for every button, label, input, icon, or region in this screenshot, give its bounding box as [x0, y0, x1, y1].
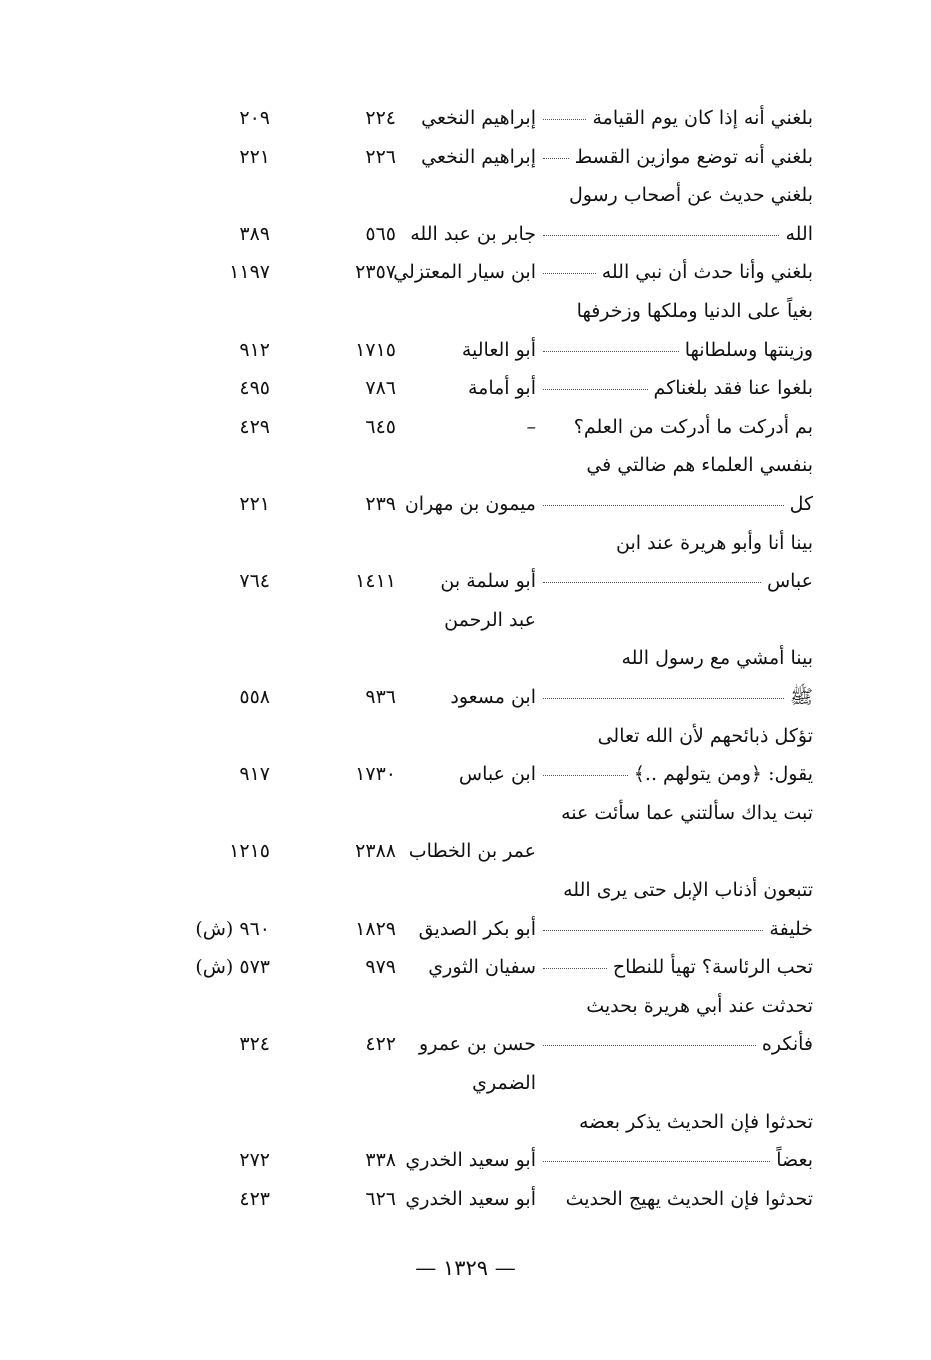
- entry-text-cell: [537, 988, 813, 1024]
- entry-text: بغياً على الدنيا وملكها وزخرفها: [576, 300, 813, 322]
- entry-text: تحدثوا فإن الحديث يهيج الحديث: [565, 1187, 813, 1210]
- entry-text: تحب الرئاسة؟ تهيأ للنطاح: [612, 956, 813, 979]
- index-entry: [0, 640, 931, 676]
- entry-text-cell: [537, 1104, 813, 1140]
- entry-text: بنفسي العلماء هم ضالتي في: [586, 454, 813, 477]
- entry-number: ١٤١١: [355, 570, 396, 593]
- entry-text-cell: [537, 254, 813, 290]
- dotted-leader: [543, 505, 784, 506]
- entry-page: ٥٧٣ (ش): [195, 956, 270, 979]
- entry-text: بلغوا عنا فقد بلغناكم: [653, 377, 813, 400]
- dotted-leader: [543, 775, 628, 776]
- entry-narrator: أبو سعيد الخدري: [405, 1187, 536, 1210]
- entry-narrator: الضمري: [472, 1072, 536, 1094]
- index-entry: [0, 100, 931, 136]
- entry-number: ١٧١٥: [355, 338, 396, 361]
- entry-number: ٦٤٥: [365, 415, 396, 438]
- entry-narrator: ابن سيار المعتزلي: [393, 261, 536, 284]
- entry-text-cell: [537, 370, 813, 406]
- entry-narrator: عمر بن الخطاب: [408, 840, 536, 863]
- index-entry: [0, 409, 931, 445]
- entry-text: تؤكل ذبائحهم لأن الله تعالى: [597, 724, 813, 747]
- index-entry: [0, 525, 931, 561]
- entry-narrator: أبو سعيد الخدري: [405, 1149, 536, 1172]
- entry-text: بلغني أنه إذا كان يوم القيامة: [592, 107, 813, 129]
- entry-text-cell: [537, 795, 813, 831]
- entry-number: ٤٢٢: [365, 1033, 396, 1056]
- entry-page: ٤٩٥: [239, 377, 270, 400]
- dotted-leader: [543, 968, 607, 969]
- entry-text-cell: [537, 293, 813, 329]
- entry-narrator: عبد الرحمن: [444, 608, 536, 631]
- entry-narrator: ابن عباس: [458, 763, 536, 786]
- entry-number: ٩٧٩: [365, 956, 396, 979]
- entry-text: يقول: ﴿ومن يتولهم ..﴾: [633, 763, 813, 786]
- index-entry: [0, 216, 931, 252]
- entry-text-cell: [537, 177, 813, 213]
- entry-text: الله: [785, 222, 813, 245]
- index-entry: [0, 988, 931, 1024]
- entry-narrator: جابر بن عبد الله: [410, 222, 536, 245]
- entry-text: بلغني وأنا حدث أن نبي الله: [601, 261, 813, 284]
- entry-number: ١٧٣٠: [355, 763, 396, 786]
- entry-text-cell: [537, 216, 813, 252]
- entry-number: ٧٨٦: [365, 377, 396, 400]
- entry-text-cell: [537, 100, 813, 136]
- entry-narrator: إبراهيم النخعي: [421, 145, 536, 168]
- entry-number: ٢٣٨٨: [355, 840, 396, 863]
- entry-text: فأنكره: [761, 1033, 813, 1056]
- entry-page: ٧٦٤: [239, 570, 270, 593]
- dotted-leader: [543, 1045, 756, 1046]
- entry-page: ٢٢١: [239, 493, 270, 515]
- entry-text-cell: [537, 409, 813, 445]
- page-number: — ١٣٢٩ —: [415, 1256, 516, 1280]
- entry-narrator: أبو سلمة بن: [440, 570, 536, 593]
- index-entry: [0, 447, 931, 483]
- entry-text: تحدثوا فإن الحديث يذكر بعضه: [578, 1110, 813, 1133]
- index-entry: [0, 756, 931, 792]
- entry-text: بينا أمشي مع رسول الله: [621, 647, 813, 670]
- entry-text: وزينتها وسلطانها: [684, 338, 813, 361]
- entry-text: ﷺ: [790, 686, 813, 708]
- entry-text-cell: [537, 139, 813, 175]
- entry-text-cell: [537, 486, 813, 522]
- entry-text-cell: [537, 872, 813, 908]
- entry-narrator: إبراهيم النخعي: [421, 107, 536, 129]
- entry-narrator: ابن مسعود: [450, 686, 536, 708]
- index-entry: [0, 1181, 931, 1217]
- index-entry: [0, 1026, 931, 1062]
- entry-text-cell: [537, 679, 813, 715]
- dotted-leader: [543, 389, 648, 390]
- entry-text-cell: [537, 718, 813, 754]
- index-entry: [0, 872, 931, 908]
- entry-narrator: أبو أمامة: [467, 377, 536, 400]
- index-entry: [0, 563, 931, 599]
- index-entry: [0, 254, 931, 290]
- dotted-leader: [543, 1161, 770, 1162]
- index-entry: [0, 795, 931, 831]
- index-entry: [0, 602, 931, 638]
- entry-text-cell: [537, 756, 813, 792]
- dotted-leader: [543, 698, 784, 699]
- entry-text-cell: [537, 525, 813, 561]
- entry-number: ٣٣٨: [365, 1149, 396, 1172]
- entry-text: بلغني حديث عن أصحاب رسول: [568, 184, 813, 207]
- index-entry: [0, 1104, 931, 1140]
- index-entry: [0, 1142, 931, 1178]
- entry-text-cell: [537, 949, 813, 985]
- entry-text: بلغني أنه توضع موازين القسط: [574, 145, 813, 168]
- entry-page: ١٢١٥: [229, 840, 270, 863]
- entry-narrator: سفيان الثوري: [428, 956, 536, 979]
- dotted-leader: [543, 582, 761, 583]
- entry-text-cell: [537, 1181, 813, 1217]
- entry-text: تتبعون أذناب الإبل حتى يرى الله: [563, 879, 813, 901]
- index-entry: [0, 679, 931, 715]
- entry-text-cell: [537, 563, 813, 599]
- entry-number: ١٨٢٩: [355, 917, 396, 940]
- entry-page: ٥٥٨: [239, 686, 270, 708]
- entry-narrator: ميمون بن مهران: [404, 493, 536, 515]
- entry-number: ٢٢٦: [365, 145, 396, 168]
- entry-text: خليفة: [769, 917, 813, 940]
- index-entry: [0, 177, 931, 213]
- entry-number: ٢٣٥٧: [355, 261, 396, 284]
- dotted-leader: [543, 235, 779, 236]
- entry-number: ٢٣٩: [365, 493, 396, 515]
- index-entry: [0, 332, 931, 368]
- dotted-leader: [543, 930, 763, 931]
- entry-text-cell: [537, 1026, 813, 1062]
- entry-text-cell: [537, 833, 813, 834]
- entry-text-cell: [537, 447, 813, 483]
- entry-page: ١١٩٧: [229, 261, 270, 284]
- entry-narrator: حسن بن عمرو: [419, 1033, 536, 1056]
- index-entry: [0, 911, 931, 947]
- dotted-leader: [543, 158, 569, 159]
- entry-page: ٢٧٢: [239, 1149, 270, 1172]
- entry-text: عباس: [766, 570, 813, 593]
- entry-text: كل: [789, 493, 813, 515]
- entry-number: ٩٣٦: [365, 686, 396, 708]
- entry-page: ٩١٧: [239, 763, 270, 786]
- entry-page: ٩٦٠ (ش): [195, 917, 270, 940]
- entry-number: ٢٢٤: [365, 107, 396, 129]
- entry-page: ٢٢١: [239, 145, 270, 168]
- dotted-leader: [543, 273, 596, 274]
- entry-text-cell: [537, 332, 813, 368]
- entry-page: ٩١٢: [239, 338, 270, 361]
- index-entry: [0, 833, 931, 869]
- dotted-leader: [543, 351, 679, 352]
- entry-text-cell: [537, 1142, 813, 1178]
- entry-text-cell: [537, 911, 813, 947]
- entry-text: تحدثت عند أبي هريرة بحديث: [586, 994, 813, 1017]
- entry-number: ٥٦٥: [365, 222, 396, 245]
- index-entry: [0, 949, 931, 985]
- entry-text: بينا أنا وأبو هريرة عند ابن: [616, 531, 813, 554]
- entry-narrator: أبو العالية: [461, 338, 536, 361]
- entry-narrator: –: [526, 415, 536, 438]
- entry-text-cell: [537, 640, 813, 676]
- index-entry: [0, 486, 931, 522]
- entry-page: ٣٨٩: [239, 222, 270, 245]
- entry-text: تبت يداك سألتني عما سأئت عنه: [561, 801, 813, 824]
- entry-narrator: أبو بكر الصديق: [418, 917, 536, 940]
- entry-text: بم أدركت ما أدركت من العلم؟: [573, 415, 813, 438]
- index-entry: [0, 139, 931, 175]
- index-entry: [0, 370, 931, 406]
- entry-page: ٤٢٩: [239, 415, 270, 438]
- entry-page: ٤٢٣: [239, 1187, 270, 1210]
- index-entry: [0, 293, 931, 329]
- entry-page: ٢٠٩: [239, 107, 270, 129]
- index-entry: [0, 1065, 931, 1101]
- entry-page: ٣٢٤: [239, 1033, 270, 1056]
- entry-text: بعضاً: [776, 1149, 813, 1172]
- index-entry: [0, 718, 931, 754]
- entry-number: ٦٢٦: [365, 1187, 396, 1210]
- dotted-leader: [543, 119, 586, 120]
